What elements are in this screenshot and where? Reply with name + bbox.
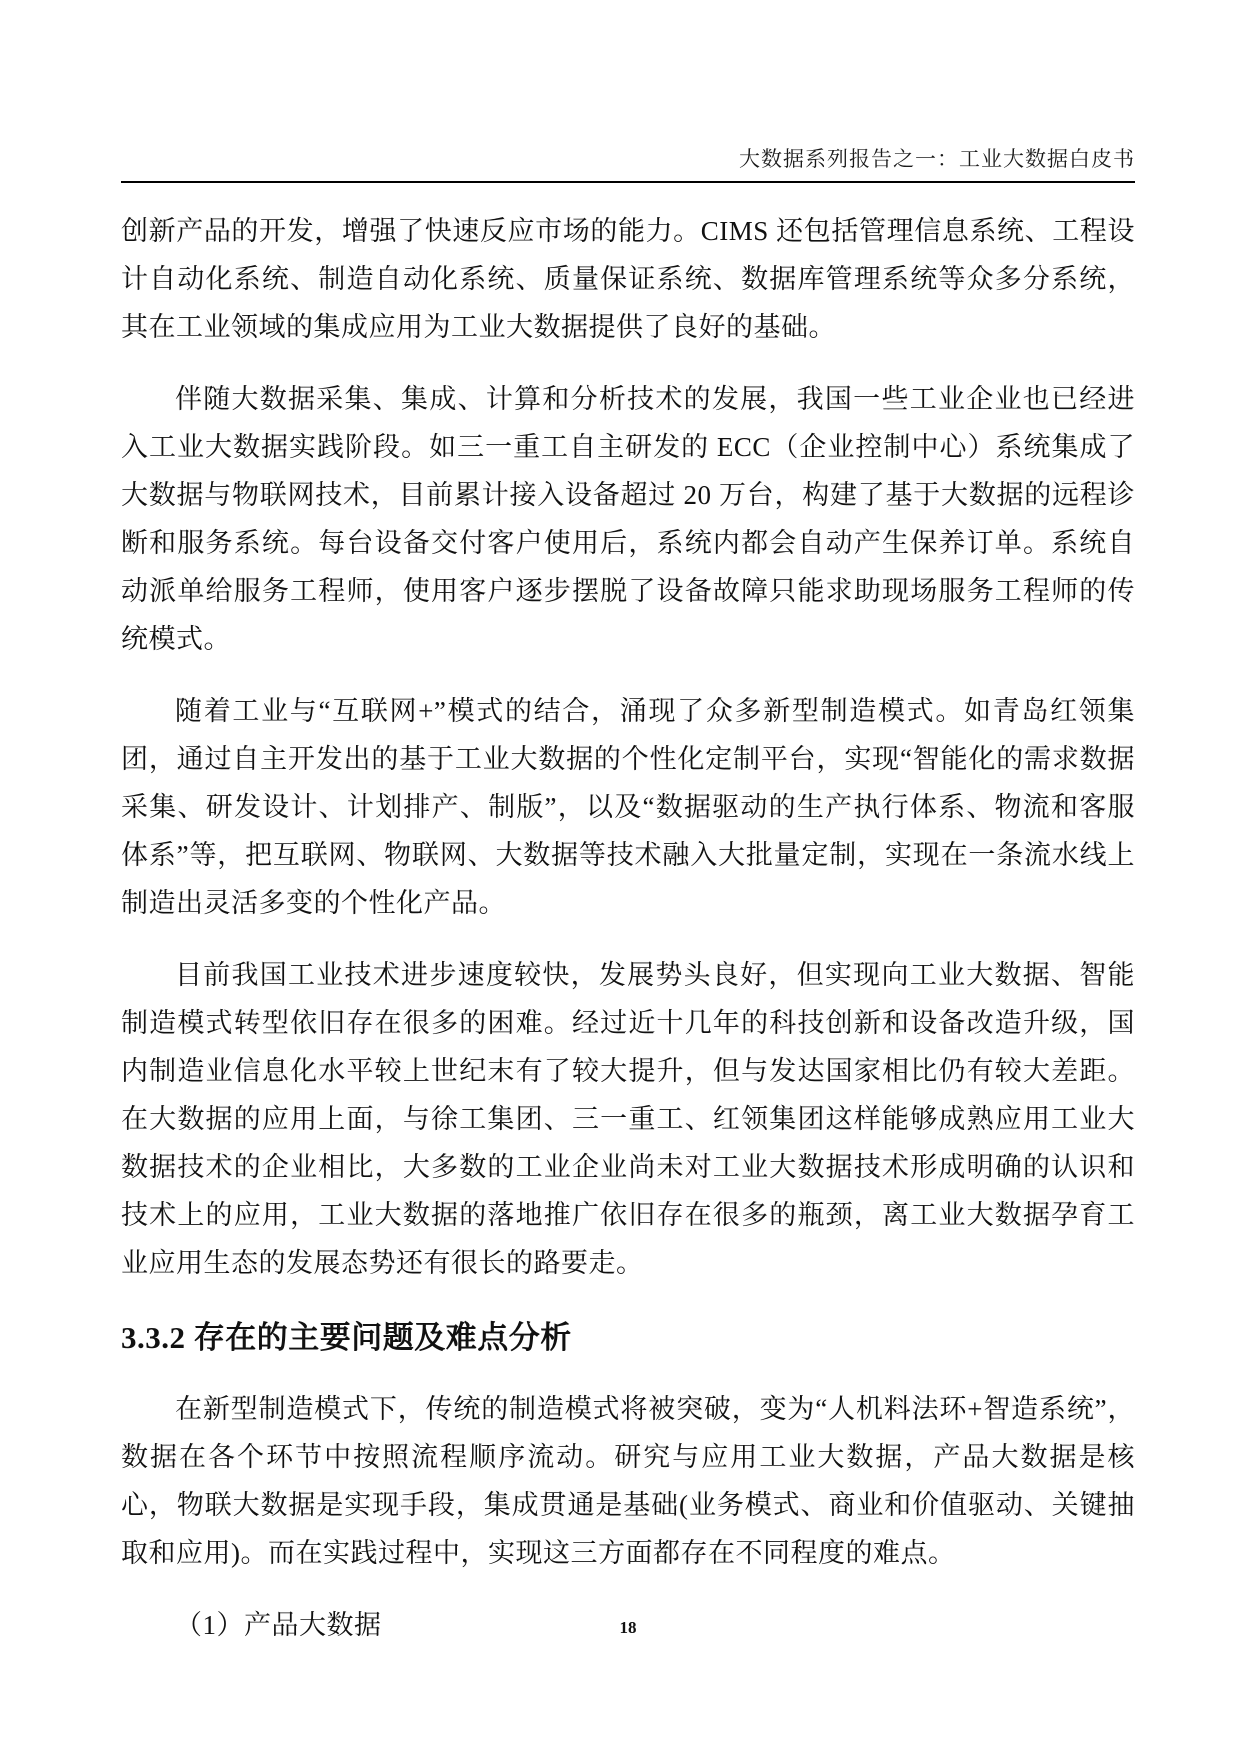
section-heading [121, 1317, 1135, 1359]
header-title: 大数据系列报告之一：工业大数据白皮书 [739, 147, 1135, 171]
paragraph: 目前我国工业技术进步速度较快，发展势头良好，但实现向工业大数据、智能制造模式转型依旧存在很多的困难。经过近十几年的科技创新和设备改造升级，国内制造业信息化水平较上世纪末有了较大提升，但与发达国家相比仍有较大差距。在大数据的应用上面，与徐工集团、三一重工、红领集团这样能够成熟应用工业大数据技术的企业相比，大多数的工业企业尚未对工业大数据技术形成明确的认识和技术上的应用，工业大数据的落地推广依旧存在很多的瓶颈，离工业大数据孕育工业应用生态的发展态势还有很长的路要走。 [121, 960, 1135, 1278]
page-footer [121, 1618, 1135, 1638]
paragraph: 随着工业与“互联网+”模式的结合，涌现了众多新型制造模式。如青岛红领集团，通过自主开发出的基于工业大数据的个性化定制平台，实现“智能化的需求数据采集、研发设计、计划排产、制版”，以及“数据驱动的生产执行体系、物流和客服体系”等，把互联网、物联网、大数据等技术融入大批量定制，实现在一条流水线上制造出灵活多变的个性化产品。 [121, 696, 1135, 918]
paragraph: 在新型制造模式下，传统的制造模式将被突破，变为“人机料法环+智造系统”，数据在各个环节中按照流程顺序流动。研究与应用工业大数据，产品大数据是核心，物联大数据是实现手段，集成贯通是基础(业务模式、商业和价值驱动、关键抽取和应用)。而在实践过程中，实现这三方面都存在不同程度的难点。 [121, 1394, 1135, 1568]
page-number: 18 [619, 1618, 637, 1637]
paragraph-continuation: 创新产品的开发，增强了快速反应市场的能力。CIMS 还包括管理信息系统、工程设计自动化系统、制造自动化系统、质量保证系统、数据库管理系统等众多分系统，其在工业领域的集成应用为工业大数据提供了良好的基础。 [121, 216, 1135, 342]
document-body [121, 207, 1135, 1673]
section-heading-number: 3.3.2 [121, 1320, 186, 1355]
numbered-list-item: （1）产品大数据 [175, 1610, 382, 1640]
paragraph: 伴随大数据采集、集成、计算和分析技术的发展，我国一些工业企业也已经进入工业大数据实践阶段。如三一重工自主研发的 ECC（企业控制中心）系统集成了大数据与物联网技术，目前累计接入设备超过 20 万台，构建了基于大数据的远程诊断和服务系统。每台设备交付客户使用后，系统内都会自动产生保养订单。系统自动派单给服务工程师，使用客户逐步摆脱了设备故障只能求助现场服务工程师的传统模式。 [121, 384, 1135, 654]
page-header [121, 144, 1135, 183]
section-heading-title: 存在的主要问题及难点分析 [193, 1320, 572, 1355]
